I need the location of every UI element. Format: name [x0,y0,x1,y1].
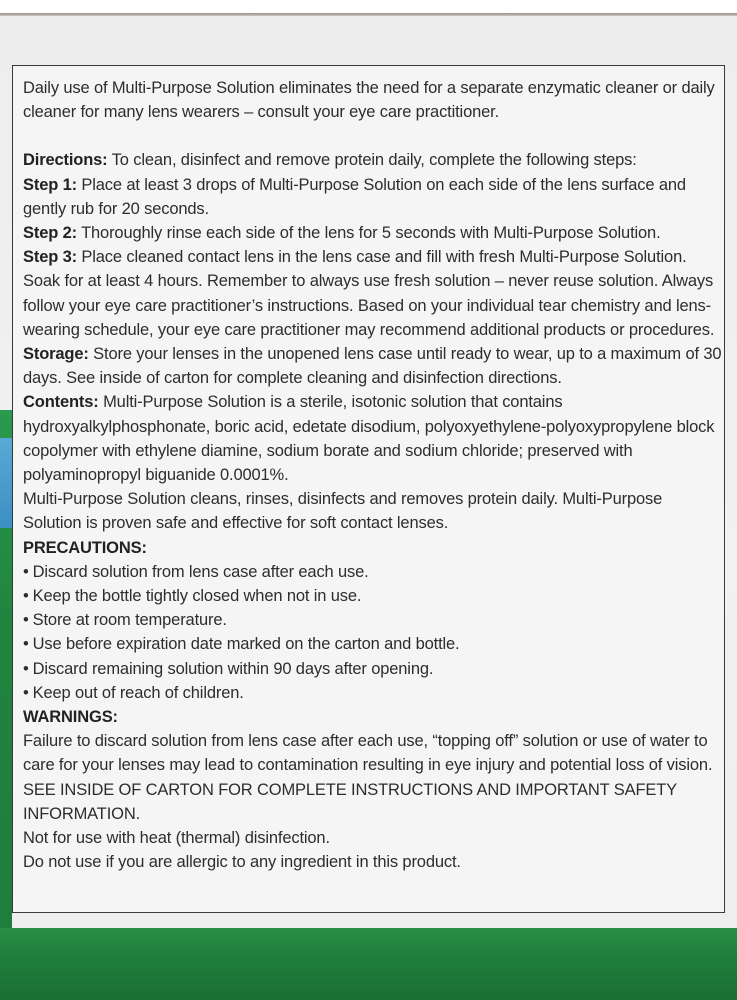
storage-paragraph [23,342,723,390]
contents-text: Multi-Purpose Solution is a sterile, isotonic solution that contains hydroxyalkylphosphonate, boric acid, edetate disodium, polyoxyethylene-polyoxypropylene block copolymer with ethylene diamine, sodium borate and sodium chloride; preserved with polyaminopropyl biguanide 0.0001%. [23,393,715,485]
precautions-heading-text: PRECAUTIONS: [23,538,147,557]
precautions-heading [23,536,723,560]
precaution-item: • Store at room temperature. [23,608,723,632]
warning-paragraph: Failure to discard solution from lens case after each use, “topping off” solution or use of water to care for your lenses may lead to contamination resulting in eye injury and potential loss of vision. SEE INSIDE OF CARTON FOR COMPLETE INSTRUCTIONS AND IMPORTANT SAFETY INFORMATION. [23,732,713,823]
warnings-heading [23,705,723,729]
warning-paragraph: Do not use if you are allergic to any ingredient in this product. [23,853,461,872]
step-2-text: Thoroughly rinse each side of the lens for 5 seconds with Multi-Purpose Solution. [76,224,661,243]
step-2 [23,221,723,245]
directions-label: Directions: [23,151,108,170]
precaution-item: • Discard remaining solution within 90 days after opening. [23,657,723,681]
contents-label: Contents: [23,393,99,412]
step-3 [23,245,723,342]
intro-paragraph: Daily use of Multi-Purpose Solution eliminates the need for a separate enzymatic cleaner or daily cleaner for many lens wearers – consult your eye care practitioner. [23,79,715,122]
contents-paragraph [23,390,723,487]
step-1-label: Step 1: [23,175,77,194]
spacer [23,124,723,148]
claim-paragraph: Multi-Purpose Solution cleans, rinses, disinfects and removes protein daily. Multi-Purpose Solution is proven safe and effective for soft contact lenses. [23,490,663,533]
step-1-text: Place at least 3 drops of Multi-Purpose Solution on each side of the lens surface and gently rub for 20 seconds. [23,175,686,218]
green-bottom-band [0,928,737,1000]
directions-paragraph [23,148,723,172]
storage-text: Store your lenses in the unopened lens case until ready to wear, up to a maximum of 30 days. See inside of carton for complete cleaning and disinfection directions. [23,345,722,388]
top-background [0,0,737,14]
precaution-item: • Keep the bottle tightly closed when not in use. [23,584,723,608]
directions-text: To clean, disinfect and remove protein daily, complete the following steps: [107,151,637,170]
step-2-label: Step 2: [23,224,77,243]
warnings-heading-text: WARNINGS: [23,708,118,727]
blue-accent-strip [0,438,12,528]
storage-label: Storage: [23,345,89,364]
step-3-text: Place cleaned contact lens in the lens case and fill with fresh Multi-Purpose Solution. Soak for at least 4 hours. Remember to always use fresh solution – never reuse solution. Always follow your eye care practitioner’s instructions. Based on your individual tear chemistry and lens-wearing schedule, your eye care practitioner may recommend additional products or procedures. [23,248,715,339]
warning-paragraph: Not for use with heat (thermal) disinfection. [23,829,330,848]
step-1 [23,173,723,221]
precaution-item: • Keep out of reach of children. [23,681,723,705]
instructions-text [23,76,723,875]
precaution-item: • Discard solution from lens case after each use. [23,560,723,584]
step-3-label: Step 3: [23,248,77,267]
precaution-item: • Use before expiration date marked on the carton and bottle. [23,632,723,656]
